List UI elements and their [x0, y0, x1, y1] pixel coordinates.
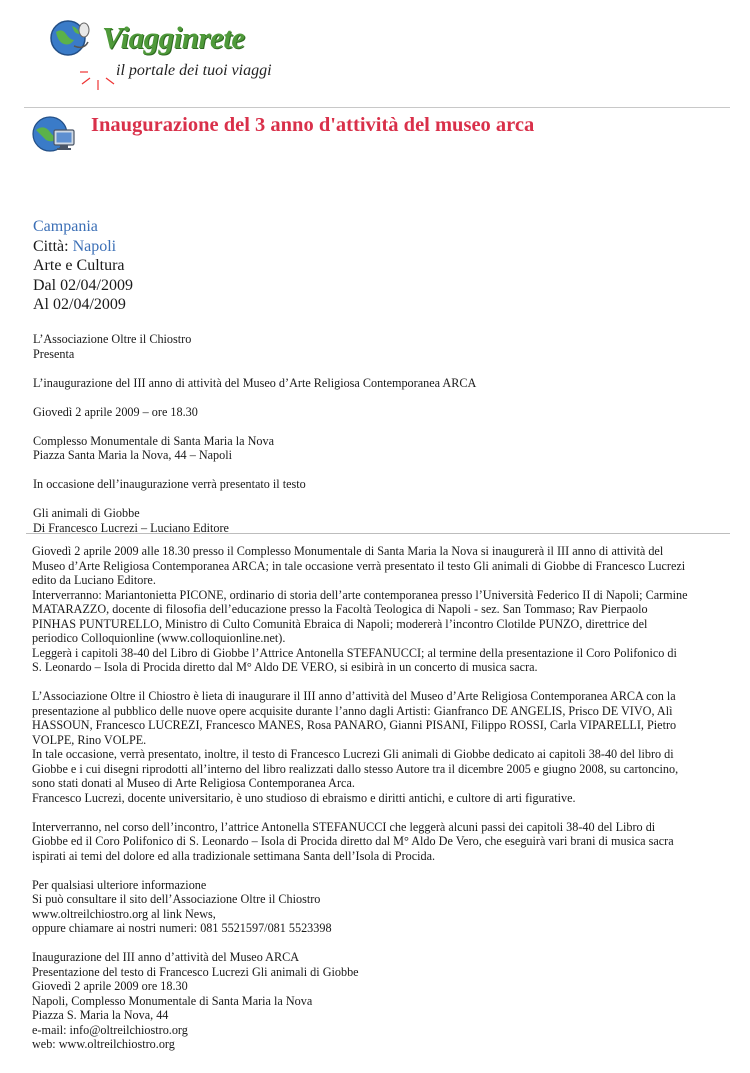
category: Arte e Cultura	[33, 257, 125, 274]
body-line: Presentazione del testo di Francesco Lucrezi Gli animali di Giobbe	[32, 964, 359, 979]
globe-monitor-icon	[30, 112, 78, 160]
article-body	[32, 544, 732, 1066]
city-row	[33, 237, 133, 257]
intro-line: L’inaugurazione del III anno di attività del Museo d’Arte Religiosa Contemporanea ARCA	[33, 375, 477, 390]
body-line: ispirati ai temi del dolore ed alla tradizionale settimana Santa dell’Isola di Procida.	[32, 848, 436, 863]
intro-line: Giovedì 2 aprile 2009 – ore 18.30	[33, 404, 198, 419]
body-line: Leggerà i capitoli 38-40 del Libro di Giobbe l’Attrice Antonella STEFANUCCI; al termine della presentazione il Coro Polifonico di	[32, 645, 677, 660]
region-link[interactable]: Campania	[33, 218, 98, 235]
logo-tagline: il portale dei tuoi viaggi	[116, 62, 272, 79]
intro-paragraph	[33, 477, 553, 492]
sparkle-icon	[78, 62, 118, 92]
intro-paragraph	[33, 434, 553, 463]
city-label: Città:	[33, 237, 69, 255]
body-line: Interverranno, nel corso dell’incontro, l’attrice Antonella STEFANUCCI che leggerà alcuni passi dei capitoli 38-40 del Libro di	[32, 819, 656, 834]
body-line: Giovedì 2 aprile 2009 ore 18.30	[32, 979, 188, 993]
body-line: Giobbe e i cui disegni riprodotti all’interno del libro realizzati dallo stesso Autore tra il dicembre 2005 e giugno 2008, su cartoncino,	[32, 761, 679, 776]
body-line: Si può consultare il sito dell’Associazione Oltre il Chiostro	[32, 892, 321, 906]
body-line: Museo d’Arte Religiosa Contemporanea ARCA; in tale occasione verrà presentato il testo Gli animali di Giobbe di Francesco Lucrezi	[32, 558, 686, 573]
intro-line: Gli animali di Giobbe	[33, 506, 140, 520]
intro-line: L’Associazione Oltre il Chiostro	[33, 332, 192, 346]
header-divider	[24, 107, 730, 108]
globe-mouse-icon	[48, 16, 92, 60]
body-line: Per qualsiasi ulteriore informazione	[32, 877, 207, 892]
body-line: presentazione al pubblico delle nuove opere acquisite durante l’anno dagli Artisti: Gianfranco DE ANGELIS, Prisco DE VIVO, Alì	[32, 703, 673, 718]
body-line: Interverranno: Mariantonietta PICONE, ordinario di storia dell’arte contemporanea presso l’Università Federico II di Napoli; Carmine	[32, 587, 688, 602]
intro-paragraph	[33, 376, 553, 391]
body-line: Francesco Lucrezi, docente universitario, è uno studioso di ebraismo e diritti antichi, e cultore di arti figurative.	[32, 790, 576, 805]
intro-line: Presenta	[33, 346, 75, 361]
body-line: In tale occasione, verrà presentato, inoltre, il testo di Francesco Lucrezi Gli animali di Giobbe dedicato ai capitoli 38-40 del libro di	[32, 747, 674, 761]
content-divider	[26, 533, 730, 534]
city-link[interactable]: Napoli	[72, 237, 117, 255]
intro-block	[33, 332, 553, 550]
body-line: Giobbe ed il Coro Polifonico di S. Leonardo – Isola di Procida diretto dal M° Aldo De Vero, che eseguirà vari brani di musica sacra	[32, 834, 674, 848]
body-line: PINHAS PUNTURELLO, Ministro di Culto Comunità Ebraica di Napoli; modererà l’incontro Clotilde PUNZO, direttrice del	[32, 616, 648, 631]
body-line: L’Associazione Oltre il Chiostro è lieta di inaugurare il III anno d’attività del Museo d’Arte Religiosa Contemporanea ARCA con la	[32, 689, 676, 703]
intro-line: Complesso Monumentale di Santa Maria la Nova	[33, 433, 274, 448]
body-line: sono stati donati al Museo di Arte Religiosa Contemporanea Arca.	[32, 776, 355, 790]
body-line: MATARAZZO, docente di filosofia dell’educazione presso la Facoltà Teologica di Napoli - sez. San Tommaso; Rav Pierpaolo	[32, 602, 648, 616]
date-to: Al 02/04/2009	[33, 296, 126, 313]
body-line: web: www.oltreilchiostro.org	[32, 1037, 175, 1051]
body-paragraph	[32, 950, 732, 1052]
site-logo[interactable]	[40, 10, 290, 92]
body-line: S. Leonardo – Isola di Procida diretto dal M° Aldo DE VERO, si esibirà in un concerto di musica sacra.	[32, 660, 538, 674]
body-line: periodico Colloquionline (www.colloquionline.net).	[32, 631, 286, 645]
body-paragraph	[32, 820, 732, 864]
intro-line: Piazza Santa Maria la Nova, 44 – Napoli	[33, 448, 232, 462]
body-line: Inaugurazione del III anno d’attività del Museo ARCA	[32, 950, 300, 964]
body-line: edito da Luciano Editore.	[32, 573, 156, 587]
logo-brand: Viagginrete	[102, 20, 245, 55]
body-line: Piazza S. Maria la Nova, 44	[32, 1008, 169, 1022]
body-paragraph	[32, 544, 732, 675]
body-line: oppure chiamare ai nostri numeri: 081 5521597/081 5523398	[32, 921, 332, 935]
intro-line: In occasione dell’inaugurazione verrà presentato il testo	[33, 477, 306, 491]
intro-paragraph	[33, 332, 553, 361]
body-line: HASSOUN, Francesco LUCREZI, Francesco MANES, Rosa PANARO, Gianni PISANI, Filippo ROSSI, Carla VIPARELLI, Pietro	[32, 718, 677, 732]
intro-paragraph	[33, 405, 553, 420]
body-line: Napoli, Complesso Monumentale di Santa Maria la Nova	[32, 993, 313, 1008]
page-title: Inaugurazione del 3 anno d'attività del museo arca	[91, 114, 535, 136]
date-from: Dal 02/04/2009	[33, 276, 133, 294]
body-line: VOLPE, Rino VOLPE.	[32, 732, 147, 747]
intro-line: Di Francesco Lucrezi – Luciano Editore	[33, 520, 229, 535]
intro-paragraph	[33, 506, 553, 535]
body-line: www.oltreilchiostro.org al link News,	[32, 906, 216, 921]
body-line: e-mail: info@oltreilchiostro.org	[32, 1022, 188, 1037]
body-paragraph	[32, 878, 732, 936]
body-paragraph	[32, 689, 732, 805]
event-meta	[33, 217, 133, 315]
body-line: Giovedì 2 aprile 2009 alle 18.30 presso il Complesso Monumentale di Santa Maria la Nova si inaugurerà il III anno di attività del	[32, 544, 664, 558]
